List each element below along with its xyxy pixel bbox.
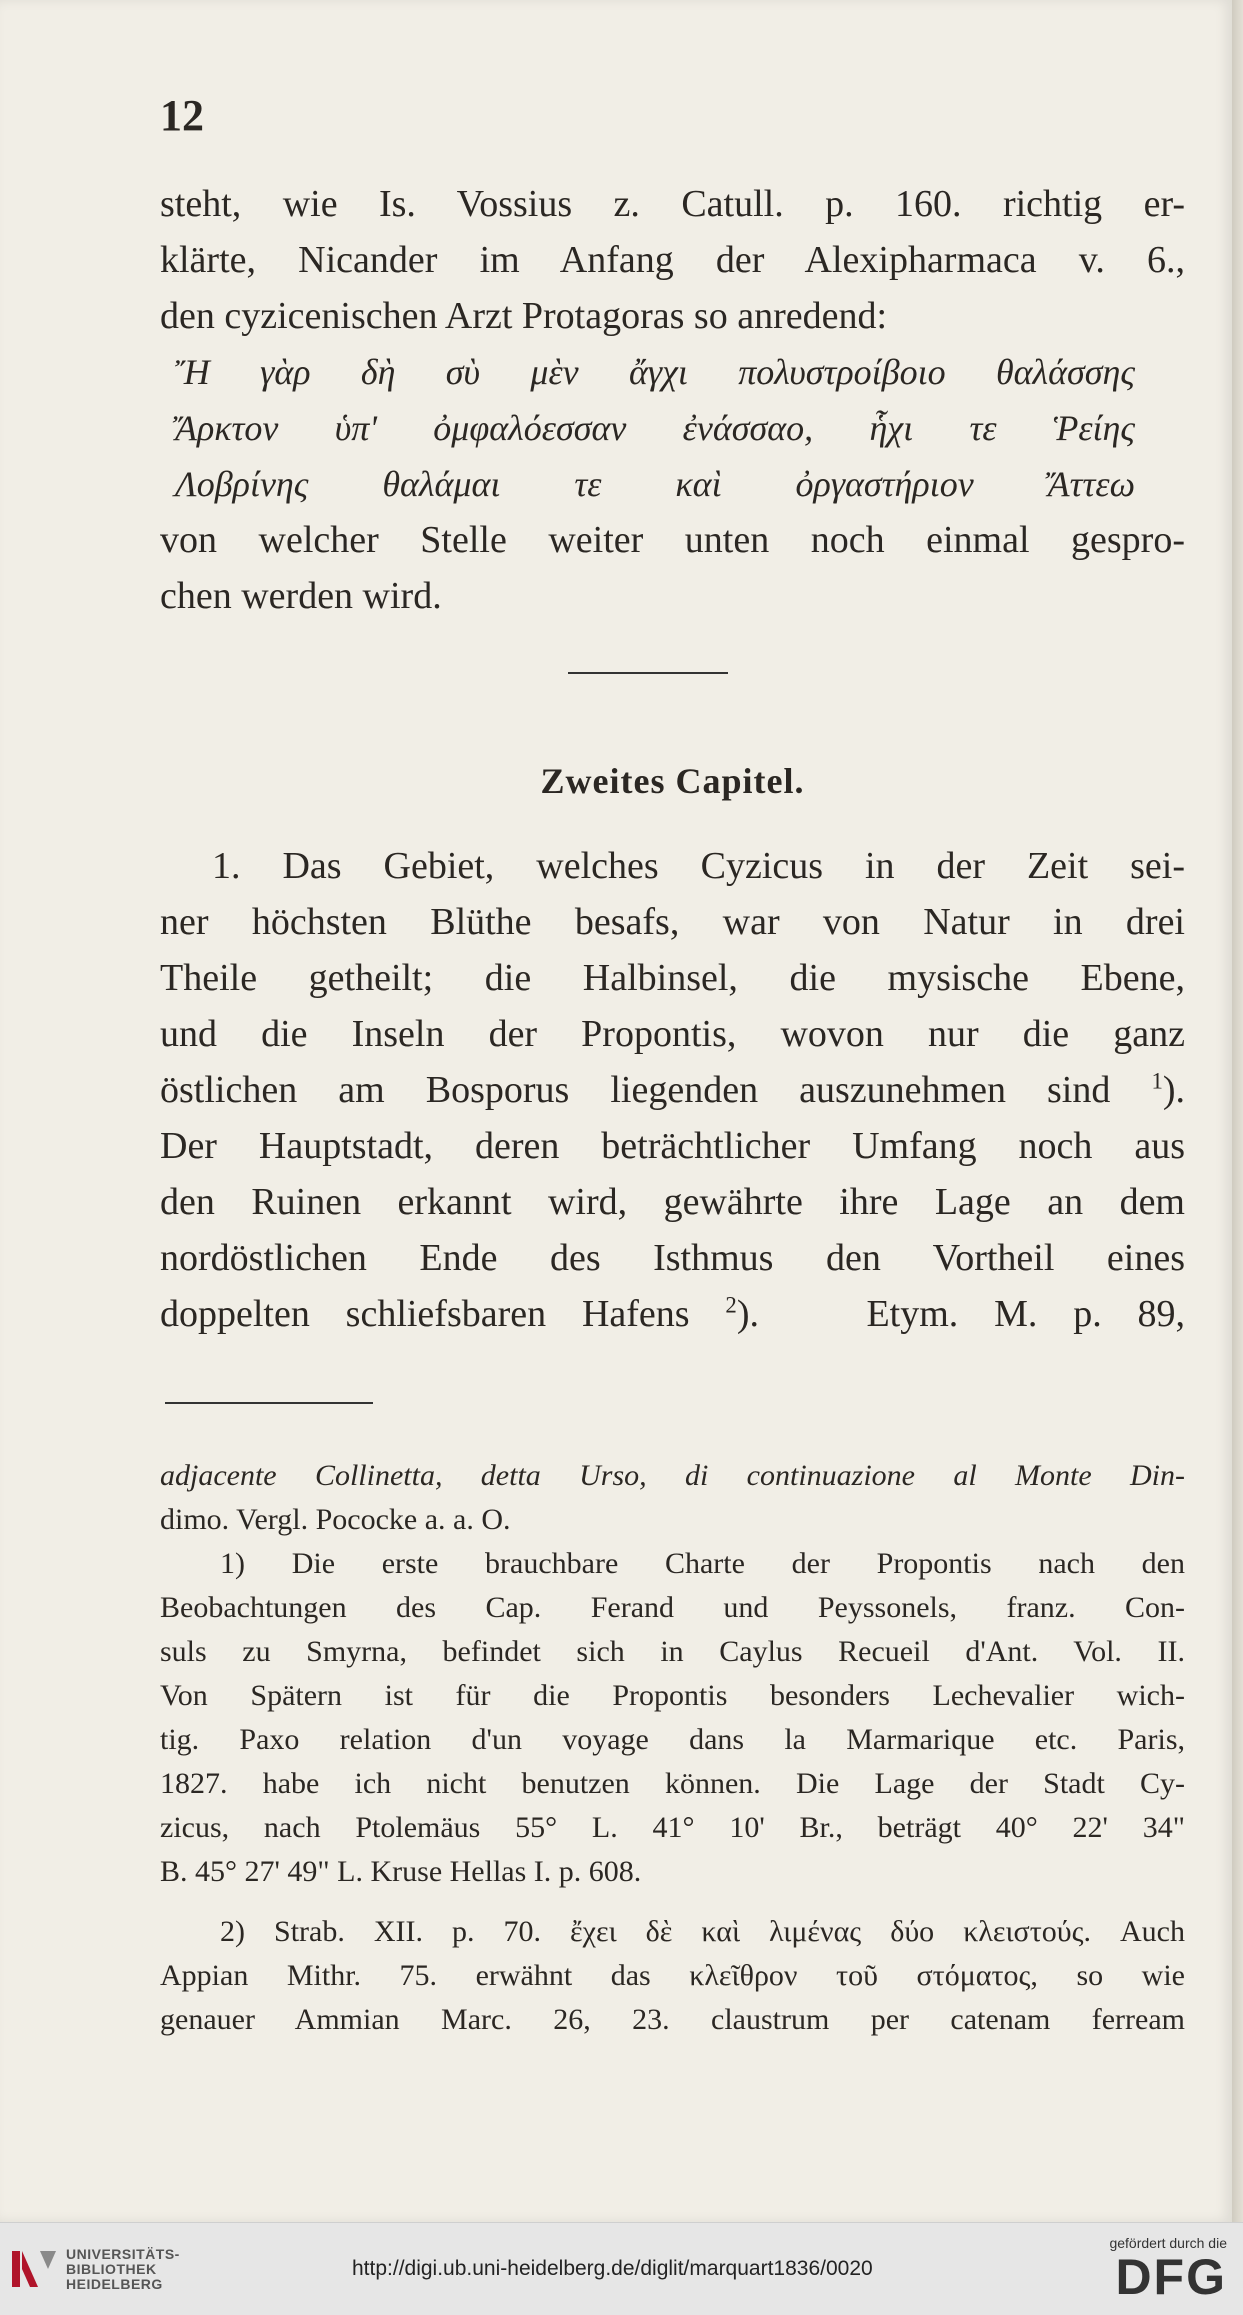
footnote-marker: 1 [1151, 1068, 1163, 1094]
footnote-divider [165, 1402, 373, 1404]
text-line: doppelten schliefsbaren Hafens $^2$). Etym. M. p. 89, [160, 1292, 1186, 1335]
footnote-line: B. 45° 27' 49" L. Kruse Hellas I. p. 608. [160, 1855, 642, 1888]
footnote-line: dimo. Vergl. Pococke a. a. O. [160, 1503, 511, 1536]
footnote-marker: 2 [725, 1292, 737, 1318]
paragraph-1-end [160, 512, 1185, 624]
logo-line: UNIVERSITÄTS- [66, 2246, 180, 2262]
text-line: den Ruinen erkannt wird, gewährte ihre Lage an dem [160, 1181, 1185, 1223]
text-segment: östlichen am Bosporus liegenden auszunehmen sind [160, 1069, 1111, 1111]
library-logo-text [66, 2247, 180, 2292]
text-line: klärte, Nicander im Anfang der Alexipharmaca v. 6., [160, 239, 1185, 281]
logo-line: HEIDELBERG [66, 2276, 163, 2292]
dfg-logo: DFG [1115, 2249, 1227, 2305]
paragraph-1 [160, 176, 1185, 344]
page-edge [1232, 0, 1243, 2222]
footnotes [160, 1454, 1185, 2042]
greek-quote [175, 344, 1135, 512]
quote-line: Λοβρίνης θαλάμαι τε καὶ ὀργαστήριον Ἄττεω [175, 464, 1135, 504]
permalink-url[interactable]: http://digi.ub.uni-heidelberg.de/diglit/marquart1836/0020 [352, 2257, 873, 2280]
footnote-line: Von Spätern ist für die Propontis besonders Lechevalier wich- [160, 1679, 1185, 1712]
footnote-line: zicus, nach Ptolemäus 55° L. 41° 10' Br., beträgt 40° 22' 34" [160, 1811, 1185, 1844]
text-line: steht, wie Is. Vossius z. Catull. p. 160. richtig er- [160, 183, 1185, 225]
quote-line: Ἤ γὰρ δὴ σὺ μὲν ἄγχι πολυστροίβοιο θαλάσσης [175, 352, 1135, 392]
text-line: den cyzicenischen Arzt Protagoras so anredend: [160, 295, 888, 337]
footnote-line: 1827. habe ich nicht benutzen können. Die Lage der Stadt Cy- [160, 1767, 1185, 1800]
text-segment: Etym. M. p. 89, [866, 1293, 1186, 1335]
text-line: östlichen am Bosporus liegenden auszunehmen sind $^1$). [160, 1068, 1185, 1111]
footnote-line: 1) Die erste brauchbare Charte der Propontis nach den [220, 1547, 1185, 1580]
page-number: 12 [160, 91, 204, 140]
text-line: von welcher Stelle weiter unten noch einmal gespro- [160, 519, 1185, 561]
text-line: ner höchsten Blüthe besafs, war von Natur in drei [160, 901, 1185, 943]
footnote-line: tig. Paxo relation d'un voyage dans la Marmarique etc. Paris, [160, 1723, 1185, 1756]
text-line: Der Hauptstadt, deren beträchtlicher Umfang noch aus [160, 1125, 1185, 1167]
text-line: chen werden wird. [160, 575, 442, 617]
quote-line: Ἄρκτον ὑπ' ὀμφαλόεσσαν ἐνάσσαο, ἧχι τε Ῥείης [175, 408, 1135, 448]
funder-block [1109, 2235, 1227, 2303]
footnote-line: Appian Mithr. 75. erwähnt das κλεῖθρον τοῦ στόματος, so wie [160, 1959, 1185, 1992]
text-segment: doppelten schliefsbaren Hafens [160, 1293, 690, 1335]
chapter-heading: Zweites Capitel. [540, 761, 805, 801]
footnote-line: suls zu Smyrna, befindet sich in Caylus Recueil d'Ant. Vol. II. [160, 1635, 1185, 1668]
text-line: 1. Das Gebiet, welches Cyzicus in der Zeit sei- [212, 845, 1185, 887]
funder-note: gefördert durch die [1109, 2235, 1227, 2251]
text-line: und die Inseln der Propontis, wovon nur die ganz [160, 1013, 1185, 1055]
logo-line: BIBLIOTHEK [66, 2261, 157, 2277]
footnote-line: Beobachtungen des Cap. Ferand und Peyssonels, franz. Con- [160, 1591, 1185, 1624]
footnote-line: 2) Strab. XII. p. 70. ἔχει δὲ καὶ λιμένας δύο κλειστούς. Auch [220, 1915, 1185, 1948]
text-line: nordöstlichen Ende des Isthmus den Vortheil eines [160, 1237, 1185, 1279]
footnote-line: adjacente Collinetta, detta Urso, di continuazione al Monte Din- [160, 1459, 1185, 1492]
library-logo-icon [10, 2245, 58, 2293]
text-line: Theile getheilt; die Halbinsel, die mysische Ebene, [160, 957, 1185, 999]
paragraph-2 [160, 838, 1185, 1342]
section-divider [568, 672, 728, 674]
viewer-footer [0, 2222, 1243, 2315]
footnote-line: genauer Ammian Marc. 26, 23. claustrum per catenam ferream [160, 2003, 1185, 2036]
